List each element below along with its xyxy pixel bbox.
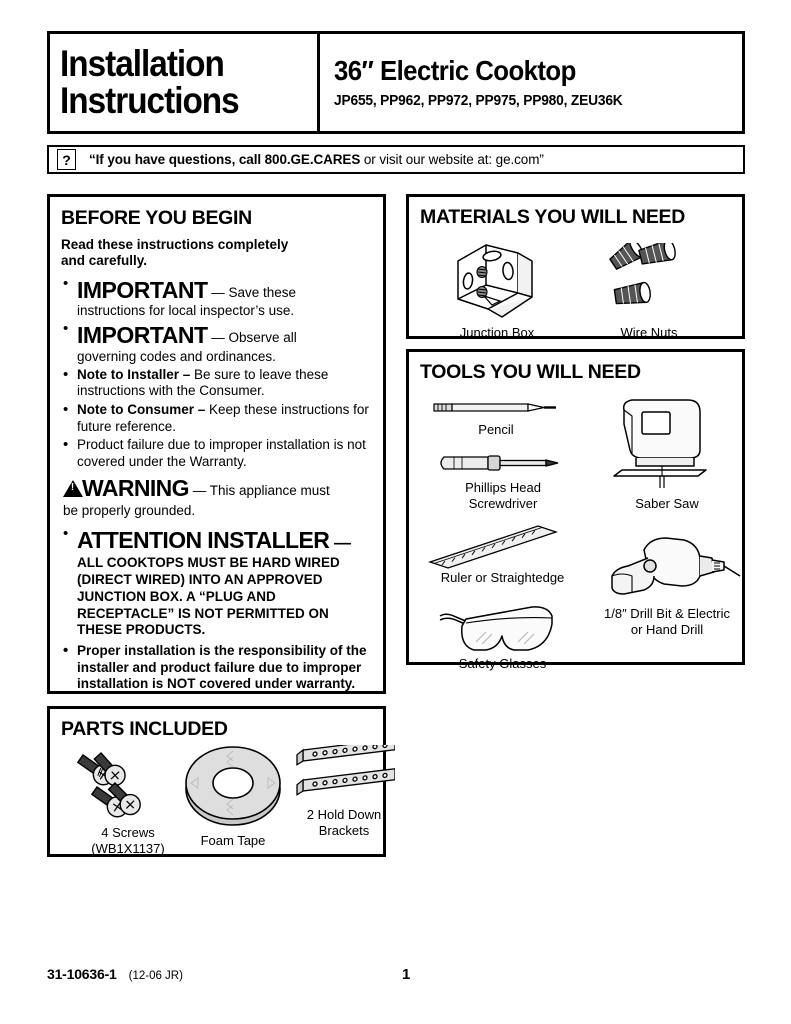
header-product-block (320, 34, 742, 131)
parts-figures (61, 745, 382, 857)
tools-title: TOOLS YOU WILL NEED (420, 361, 641, 383)
list-item-product-failure: • Product failure due to improper installation is not covered under the Warranty. (61, 437, 372, 470)
read-instructions-note (61, 237, 372, 270)
attention-label: ATTENTION INSTALLER (77, 527, 330, 554)
safety-glasses-label: Safety Glasses (458, 656, 547, 671)
read-line-2: and carefully. (61, 253, 148, 269)
warning-triangle-icon (63, 480, 83, 497)
drill-label-line2: or Hand Drill (630, 621, 704, 637)
before-you-begin-list-2 (61, 526, 372, 693)
important-dash-2: — Observe all (207, 330, 297, 346)
junction-box-label: Junction Box (459, 325, 535, 340)
wire-nuts-label: Wire Nuts (620, 325, 678, 340)
screws-icon (75, 751, 175, 823)
important-label-2: IMPORTANT (77, 322, 208, 349)
document-footer (47, 966, 745, 982)
note-installer-label: Note to Installer – (77, 366, 195, 382)
attention-dash: — (329, 533, 351, 553)
list-item-attention-installer (61, 526, 372, 639)
parts-included-panel (47, 706, 386, 857)
header-title-line-1: Installation (60, 42, 224, 84)
read-line-1: Read these instructions completely (61, 237, 289, 252)
saber-saw-icon (602, 394, 728, 490)
header-title-block (50, 34, 320, 131)
ruler-label: Ruler or Straightedge (440, 570, 565, 585)
list-item-note-installer (61, 367, 372, 400)
note-consumer-text: Keep these instructions for future reference. (77, 402, 369, 434)
questions-bar (47, 145, 745, 174)
foam-tape-label (183, 833, 283, 849)
materials-figures (420, 229, 731, 359)
list-item-note-consumer (61, 402, 372, 435)
foam-tape-label-line1: Foam Tape (200, 833, 266, 848)
junction-box-icon (448, 239, 544, 321)
questions-text-bold: “If you have questions, call 800.GE.CARES (89, 152, 361, 167)
note-consumer-label: Note to Consumer – (77, 402, 210, 418)
before-you-begin-panel (47, 194, 386, 694)
screwdriver-label-line2: Screwdriver (468, 495, 538, 511)
screws-label (73, 825, 183, 857)
list-item-important-1 (61, 276, 372, 319)
safety-glasses-icon (436, 602, 568, 662)
hold-down-brackets-label (289, 807, 399, 839)
header-title-line-2: Instructions (60, 79, 239, 121)
warning-rest: be properly grounded. (63, 503, 196, 519)
question-mark-icon: ? (57, 149, 76, 170)
screwdriver-icon (436, 452, 568, 474)
materials-title: MATERIALS YOU WILL NEED (420, 206, 686, 228)
tools-you-will-need-panel (406, 349, 745, 671)
screws-label-line2: (WB1X1137) (91, 840, 165, 856)
warning-dash: — This appliance must (188, 483, 330, 499)
tools-figures (420, 384, 731, 685)
before-you-begin-title: BEFORE YOU BEGIN (61, 207, 252, 229)
brackets-label-line2: Brackets (318, 822, 370, 838)
warning-label: WARNING (82, 475, 189, 502)
questions-text (89, 152, 544, 167)
screws-label-line1: 4 Screws (101, 825, 155, 840)
document-header (47, 31, 745, 134)
ruler-icon (426, 524, 576, 574)
footer-revision-date: (12-06 JR) (128, 970, 183, 982)
before-you-begin-list (61, 276, 372, 471)
foam-tape-icon (183, 745, 283, 827)
important-label-1: IMPORTANT (77, 276, 208, 303)
wire-nuts-icon (600, 243, 692, 321)
drill-label (582, 606, 752, 637)
list-item-important-2 (61, 321, 372, 364)
brackets-label-line1: 2 Hold Down (306, 807, 382, 822)
parts-included-title: PARTS INCLUDED (61, 718, 228, 740)
drill-icon (592, 532, 742, 604)
list-item-proper-installation: • Proper installation is the responsibility of the installer and product failure due to improper installation is NOT covered under warranty. (61, 643, 372, 693)
screwdriver-label (428, 480, 578, 511)
saber-saw-label: Saber Saw (635, 496, 699, 511)
questions-text-normal: or visit our website at: ge.com” (360, 152, 544, 167)
product-name: 36″ Electric Cooktop (334, 54, 576, 86)
model-numbers: JP655, PP962, PP972, PP975, PP980, ZEU36K (334, 93, 623, 110)
pencil-label: Pencil (478, 422, 514, 437)
screwdriver-label-line1: Phillips Head (465, 480, 541, 495)
footer-page-number: 1 (402, 966, 411, 983)
footer-document-code: 31-10636-1 (47, 966, 117, 982)
note-installer-text: Be sure to leave these instructions with the Consumer. (77, 366, 329, 399)
pencil-icon (432, 400, 560, 416)
attention-body: ALL COOKTOPS MUST BE HARD WIRED (DIRECT WIRED) INTO AN APPROVED JUNCTION BOX. A “PLUG AND RECEPTACLE” IS NOT PERMITTED ON THESE PRODUCTS. (77, 555, 340, 638)
important-rest-2: governing codes and ordinances. (77, 348, 276, 364)
materials-you-will-need-panel (406, 194, 745, 339)
hold-down-brackets-icon (293, 745, 395, 807)
important-rest-1: instructions for local inspector’s use. (77, 303, 295, 319)
important-dash-1: — Save these (207, 284, 297, 300)
warning-block (61, 474, 372, 520)
drill-label-line1: 1/8″ Drill Bit & Electric (604, 606, 730, 621)
